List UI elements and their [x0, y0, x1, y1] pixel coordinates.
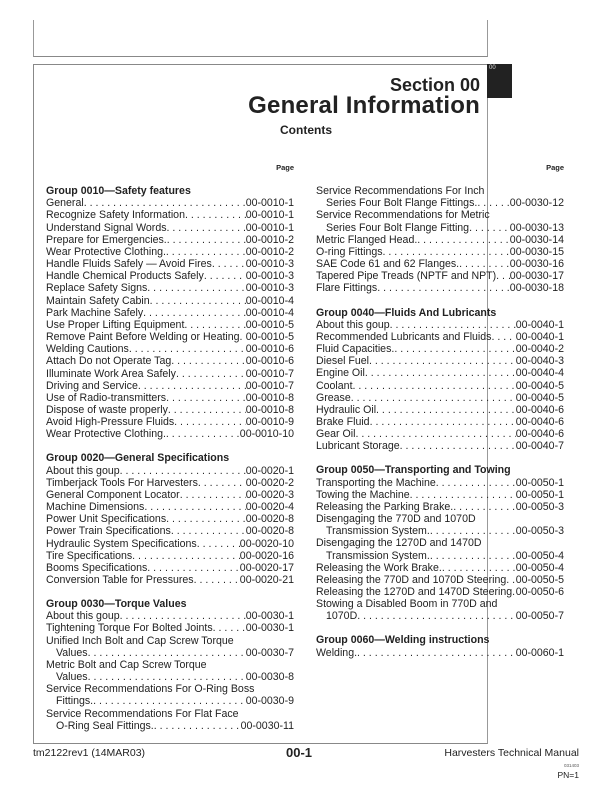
toc-entry-label[interactable]: Welding Cautions	[46, 343, 129, 356]
toc-entry-page[interactable]: 00-0030-1	[245, 610, 294, 623]
toc-entry-label-line1[interactable]: Service Recommendations for Metric	[316, 209, 490, 222]
toc-entry[interactable]	[316, 270, 564, 282]
toc-entry-label[interactable]: Timberjack Tools For Harvesters	[46, 476, 198, 489]
dot-leader	[400, 440, 516, 452]
toc-entry-page[interactable]: 00-0030-9	[245, 695, 294, 708]
toc-entry-page[interactable]: 00-0050-3	[515, 525, 564, 538]
toc-entry[interactable]	[316, 331, 564, 343]
dot-leader	[365, 367, 516, 379]
toc-entry-label[interactable]: Use Proper Lifting Equipment	[46, 318, 185, 331]
toc-entry[interactable]	[46, 404, 294, 416]
toc-entry-page[interactable]: 00-0050-1	[515, 488, 564, 501]
page-title: General Information	[248, 92, 480, 119]
dot-leader	[390, 319, 516, 331]
toc-entry-page[interactable]: 00-0020-1	[245, 464, 294, 477]
toc-entry[interactable]	[46, 538, 294, 550]
toc-entry[interactable]	[46, 720, 294, 732]
footer-pn: PN=1	[557, 770, 579, 780]
toc-entry[interactable]	[46, 574, 294, 586]
toc-entry[interactable]	[46, 282, 294, 294]
toc-entry[interactable]	[46, 355, 294, 367]
dot-leader	[88, 671, 246, 683]
toc-entry-page[interactable]: 00-0030-14	[509, 233, 564, 246]
toc-entry-page[interactable]: 00-0020-10	[239, 537, 294, 550]
toc-entry-page[interactable]: 00-0010-3	[245, 258, 294, 271]
dot-leader	[394, 343, 515, 355]
toc-entry-label[interactable]: O-Ring Seal Fittings.	[56, 719, 154, 732]
toc-entry[interactable]	[316, 246, 564, 258]
toc-entry-page[interactable]: 00-0010-5	[245, 331, 294, 344]
toc-entry-label[interactable]: Conversion Table for Pressures	[46, 574, 194, 586]
toc-entry-page[interactable]: 00-0040-1	[515, 318, 564, 331]
toc-entry-page[interactable]: 00-0010-3	[245, 282, 294, 295]
toc-group	[316, 464, 564, 622]
toc-entry[interactable]	[316, 562, 564, 574]
dot-leader	[469, 222, 510, 234]
dot-leader	[185, 209, 246, 221]
dot-leader	[174, 416, 246, 428]
dot-leader	[417, 234, 510, 246]
toc-entry-page[interactable]: 00-0060-1	[515, 646, 564, 659]
dot-leader	[212, 258, 246, 270]
dot-leader	[442, 562, 516, 574]
dot-leader	[171, 525, 246, 537]
dot-leader	[166, 246, 246, 258]
toc-entry-label[interactable]: Driving and Service	[46, 379, 138, 392]
toc-entry-page[interactable]: 00-0050-1	[515, 476, 564, 489]
toc-entry-label[interactable]: Tapered Pipe Treads (NPTF and NPT)	[316, 270, 497, 283]
toc-entry[interactable]	[316, 489, 564, 501]
toc-entry[interactable]	[46, 222, 294, 234]
section-label: Section 00	[389, 75, 480, 95]
toc-entry[interactable]	[46, 343, 294, 355]
toc-entry-page[interactable]: 00-0010-4	[245, 294, 294, 307]
toc-entry-page[interactable]: 00-0040-2	[515, 343, 564, 356]
toc-entry-page[interactable]: 00-0030-18	[509, 282, 564, 295]
toc-entry-label[interactable]: Grease	[316, 391, 351, 404]
toc-entry[interactable]	[316, 355, 564, 367]
dot-leader	[150, 295, 246, 307]
toc-entry-page[interactable]: 00-0050-4	[515, 549, 564, 562]
toc-entry-page[interactable]: 00-0030-17	[509, 270, 564, 283]
toc-group-title: Group 0040—Fluids And Lubricants	[316, 306, 497, 319]
toc-entry-page[interactable]: 00-0020-8	[245, 525, 294, 538]
toc-entry-label[interactable]: Wear Protective Clothing.	[46, 428, 166, 441]
toc-entry[interactable]	[316, 550, 564, 562]
dot-leader	[436, 477, 516, 489]
toc-entry[interactable]	[46, 647, 294, 659]
dot-leader	[369, 355, 516, 367]
toc-entry-label[interactable]: Values	[56, 671, 88, 684]
toc-entry[interactable]	[46, 465, 294, 477]
dot-leader	[88, 647, 246, 659]
toc-entry-label[interactable]: Towing the Machine	[316, 488, 410, 501]
toc-entry[interactable]	[316, 574, 564, 586]
toc-entry-label[interactable]: Transmission System.	[326, 549, 430, 562]
dot-leader	[138, 380, 246, 392]
section-tab	[487, 64, 512, 98]
toc-group-title: Group 0020—General Specifications	[46, 452, 230, 465]
toc-entry[interactable]	[316, 610, 564, 622]
toc-entry-label[interactable]: Illuminate Work Area Safely	[46, 367, 176, 380]
toc-entry-label[interactable]: General	[46, 197, 84, 210]
toc-entry-page[interactable]: 00-0020-8	[245, 513, 294, 526]
toc-entry-page[interactable]: 00-0040-3	[515, 355, 564, 368]
dot-leader	[184, 319, 245, 331]
toc-entry[interactable]	[316, 319, 564, 331]
toc-entry-label[interactable]: Maintain Safety Cabin	[46, 294, 150, 307]
toc-entry-page[interactable]: 00-0020-17	[239, 561, 294, 574]
dot-leader	[459, 258, 510, 270]
toc-entry[interactable]	[46, 501, 294, 513]
toc-entry[interactable]	[46, 489, 294, 501]
toc-entry-page[interactable]: 00-0050-6	[515, 586, 564, 598]
toc-entry[interactable]	[46, 331, 294, 343]
toc-entry[interactable]	[316, 440, 564, 452]
toc-entry-label[interactable]: O-ring Fittings	[316, 245, 383, 258]
toc-entry[interactable]	[316, 404, 564, 416]
toc-entry[interactable]	[316, 392, 564, 404]
dot-leader	[120, 610, 246, 622]
toc-entry-label[interactable]: Park Machine Safely	[46, 306, 144, 319]
toc-entry-label[interactable]: Power Unit Specifications	[46, 513, 167, 526]
toc-entry-label-line1[interactable]: Service Recommendations For Flat Face	[46, 707, 239, 720]
toc-entry-label[interactable]: Welding.	[316, 646, 358, 659]
toc-entry-label[interactable]: Replace Safety Signs	[46, 282, 148, 295]
toc-entry-page[interactable]: 00-0010-6	[245, 343, 294, 356]
dot-leader	[357, 647, 516, 659]
toc-entry-page[interactable]: 00-0030-7	[245, 646, 294, 659]
toc-entry-page[interactable]: 00-0010-1	[245, 197, 294, 210]
toc-entry-label[interactable]: Dispose of waste properly	[46, 403, 168, 416]
toc-entry[interactable]	[316, 501, 564, 513]
toc-entry-label[interactable]: Series Four Bolt Flange Fittings.	[326, 197, 478, 210]
toc-entry[interactable]	[46, 307, 294, 319]
dot-leader	[430, 550, 516, 562]
toc-entry[interactable]	[46, 246, 294, 258]
toc-entry[interactable]	[46, 368, 294, 380]
toc-entry-page[interactable]: 00-0040-7	[515, 440, 564, 453]
toc-entry-page[interactable]: 00-0030-12	[509, 197, 564, 210]
dot-leader	[410, 489, 516, 501]
toc-entry[interactable]	[46, 380, 294, 392]
toc-entry[interactable]	[46, 671, 294, 683]
toc-entry-label[interactable]: Metric Flanged Head.	[316, 233, 418, 246]
toc-entry-label[interactable]: About this goup	[316, 318, 390, 331]
toc-entry-label[interactable]: Power Train Specifications	[46, 525, 171, 538]
toc-entry-page[interactable]: 00-0010-7	[245, 367, 294, 380]
toc-entry-page[interactable]: 00-0010-1	[245, 221, 294, 234]
toc-entry[interactable]	[316, 647, 564, 659]
toc-entry-page[interactable]: 00-0010-1	[245, 209, 294, 222]
dot-leader	[180, 489, 246, 501]
toc-entry[interactable]	[316, 586, 564, 598]
toc-group-title: Group 0010—Safety features	[46, 185, 191, 198]
dot-leader	[120, 465, 246, 477]
contents-heading: Contents	[280, 123, 332, 137]
toc-entry[interactable]	[316, 477, 564, 489]
toc-entry[interactable]	[316, 367, 564, 379]
toc-entry-page[interactable]: 00-0010-5	[245, 318, 294, 331]
dot-leader	[430, 525, 516, 537]
toc-entry[interactable]	[316, 197, 564, 209]
toc-entry-page[interactable]: 00-0010-6	[245, 355, 294, 368]
toc-entry-page[interactable]: 00-0010-2	[245, 233, 294, 246]
toc-entry-label[interactable]: About this goup	[46, 464, 120, 477]
toc-group	[316, 307, 564, 453]
toc-entry[interactable]	[46, 319, 294, 331]
toc-entry-label[interactable]: Use of Radio-transmitters	[46, 391, 167, 404]
toc-entry-page[interactable]: 00-0030-11	[240, 719, 294, 732]
toc-entry-page[interactable]: 00-0050-3	[515, 500, 564, 513]
dot-leader	[166, 392, 246, 404]
toc-entry[interactable]	[316, 282, 564, 294]
toc-entry-label[interactable]: Releasing the Work Brake.	[316, 561, 442, 574]
toc-entry-label[interactable]: Lubricant Storage	[316, 440, 400, 453]
toc-entry-page[interactable]: 00-0030-13	[509, 221, 564, 234]
toc-entry-label[interactable]: Recommended Lubricants and Fluids	[316, 330, 492, 343]
toc-entry-page[interactable]: 00-0040-4	[515, 367, 564, 380]
toc-entry-label[interactable]: Coolant	[316, 379, 353, 392]
toc-entry-page[interactable]: 00-0040-1	[515, 330, 564, 343]
toc-entry-label[interactable]: Releasing the 770D and 1070D Steering	[316, 573, 507, 586]
toc-entry-page[interactable]: 00-0030-8	[245, 671, 294, 684]
toc-entry-label[interactable]: Series Four Bolt Flange Fitting	[326, 221, 470, 234]
dot-leader	[154, 720, 241, 732]
previous-page-frame	[33, 20, 488, 57]
toc-group	[316, 185, 564, 294]
toc-group-title: Group 0060—Welding instructions	[316, 634, 490, 647]
toc-entry-page[interactable]: 00-0040-5	[515, 379, 564, 392]
toc-entry-label-line1[interactable]: Disengaging the 1270D and 1470D	[316, 537, 482, 550]
toc-entry[interactable]	[46, 416, 294, 428]
toc-entry[interactable]	[316, 258, 564, 270]
toc-entry[interactable]	[46, 562, 294, 574]
dot-leader	[370, 416, 516, 428]
dot-leader	[166, 513, 246, 525]
toc-entry-page[interactable]: 00-0030-1	[245, 622, 294, 635]
dot-leader	[197, 538, 240, 550]
dot-leader	[204, 270, 246, 282]
footer-manual-title: Harvesters Technical Manual	[444, 747, 579, 759]
dot-leader	[167, 222, 246, 234]
toc-entry[interactable]	[316, 428, 564, 440]
toc-entry-label[interactable]: Gear Oil	[316, 428, 356, 441]
toc-entry-page[interactable]: 00-0020-16	[239, 549, 294, 562]
toc-entry-label[interactable]: Handle Chemical Products Safely	[46, 270, 204, 283]
toc-entry-page[interactable]: 00-0050-7	[515, 610, 564, 623]
toc-entry-label[interactable]: Tire Specifications	[46, 549, 133, 562]
toc-entry[interactable]	[46, 258, 294, 270]
dot-leader	[491, 331, 515, 343]
toc-entry-page[interactable]: 00-0010-9	[245, 416, 294, 429]
toc-entry-label[interactable]: Understand Signal Words	[46, 221, 167, 234]
toc-entry-page[interactable]: 00-0010-2	[245, 245, 294, 258]
dot-leader	[147, 562, 240, 574]
toc-entry[interactable]	[46, 234, 294, 246]
toc-entry-label-line1[interactable]: Disengaging the 770D and 1070D	[316, 513, 476, 526]
toc-entry-page[interactable]: 00-0040-6	[515, 428, 564, 441]
footer-page-number: 00-1	[286, 745, 313, 760]
dot-leader	[453, 501, 515, 513]
toc-column-left	[46, 162, 294, 744]
toc-entry[interactable]	[46, 610, 294, 622]
dot-leader	[376, 404, 516, 416]
toc-column-right	[316, 162, 564, 671]
section-tab-label: 00	[489, 65, 496, 71]
toc-entry[interactable]	[46, 428, 294, 440]
toc-group-title: Group 0030—Torque Values	[46, 598, 187, 611]
toc-entry[interactable]	[46, 477, 294, 489]
dot-leader	[496, 270, 510, 282]
toc-entry-label-line1[interactable]: Metric Bolt and Cap Screw Torque	[46, 658, 207, 671]
toc-group	[46, 598, 294, 732]
toc-entry-label[interactable]: Fluid Capacities.	[316, 343, 395, 356]
toc-entry-label[interactable]: Transmission System.	[326, 525, 430, 538]
footer-doc-id: tm2122rev1 (14MAR03)	[33, 747, 146, 759]
toc-entry-label[interactable]: About this goup	[46, 610, 120, 623]
page-column-header: Page	[546, 163, 564, 172]
toc-entry-label-line1[interactable]: Stowing a Disabled Boom in 770D and	[316, 598, 498, 611]
toc-entry[interactable]	[46, 525, 294, 537]
toc-entry-page[interactable]: 00-0010-3	[245, 270, 294, 283]
toc-entry-label[interactable]: Hydraulic Oil	[316, 403, 377, 416]
toc-entry-label[interactable]: General Component Locator	[46, 488, 180, 501]
page-column-header: Page	[276, 163, 294, 172]
toc-entry[interactable]	[46, 550, 294, 562]
dot-leader	[355, 428, 515, 440]
toc-entry-page[interactable]: 00-0020-2	[245, 476, 294, 489]
toc-entry-label[interactable]: Flare Fittings	[316, 282, 378, 295]
toc-entry-label-line1[interactable]: Service Recommendations For Inch	[316, 185, 485, 198]
toc-entry[interactable]	[46, 295, 294, 307]
dot-leader	[93, 695, 246, 707]
dot-leader	[171, 355, 245, 367]
footer-date-code: 031403	[563, 763, 579, 768]
toc-entry-label-line1[interactable]: Service Recommendations For O-Ring Boss	[46, 683, 255, 696]
toc-entry-label[interactable]: Prepare for Emergencies.	[46, 233, 167, 246]
toc-entry-label[interactable]: Handle Fluids Safely — Avoid Fires	[46, 258, 212, 271]
toc-entry-page[interactable]: 00-0030-16	[509, 258, 564, 271]
toc-entry[interactable]	[46, 270, 294, 282]
toc-entry-page[interactable]: 00-0040-6	[515, 403, 564, 416]
dot-leader	[351, 392, 516, 404]
toc-group	[316, 634, 564, 658]
toc-entry-page[interactable]: 00-0030-15	[509, 245, 564, 258]
toc-entry-page[interactable]: 00-0040-6	[515, 415, 564, 428]
dot-leader	[84, 197, 246, 209]
toc-entry-page[interactable]: 00-0020-3	[245, 488, 294, 501]
toc-entry-page[interactable]: 00-0010-8	[245, 391, 294, 404]
dot-leader	[143, 307, 246, 319]
toc-entry-label[interactable]: Values	[56, 646, 88, 659]
dot-leader	[506, 574, 515, 586]
dot-leader	[168, 404, 246, 416]
toc-entry-page[interactable]: 00-0010-4	[245, 306, 294, 319]
toc-entry-page[interactable]: 00-0040-5	[515, 391, 564, 404]
dot-leader	[357, 610, 515, 622]
toc-entry[interactable]	[46, 513, 294, 525]
toc-entry[interactable]	[46, 209, 294, 221]
dot-leader	[167, 234, 246, 246]
toc-entry[interactable]	[46, 392, 294, 404]
toc-entry-label-line1[interactable]: Unified Inch Bolt and Cap Screw Torque	[46, 634, 234, 647]
toc-entry[interactable]	[316, 343, 564, 355]
toc-entry-page[interactable]: 00-0010-10	[239, 428, 294, 441]
dot-leader	[147, 282, 245, 294]
toc-entry-label[interactable]: Transporting the Machine	[316, 476, 436, 489]
toc-entry-label[interactable]: Diesel Fuel	[316, 355, 369, 368]
toc-group	[46, 452, 294, 586]
toc-entry[interactable]	[316, 525, 564, 537]
toc-entry[interactable]	[316, 234, 564, 246]
dot-leader	[194, 574, 240, 586]
toc-entry-label[interactable]: Wear Protective Clothing.	[46, 245, 166, 258]
toc-entry-label[interactable]: Machine Dimensions	[46, 501, 145, 514]
toc-entry-label[interactable]: Releasing the 1270D and 1470D Steering	[316, 586, 513, 598]
toc-entry-label[interactable]: Avoid High-Pressure Fluids	[46, 416, 175, 429]
toc-entry-label[interactable]: Fittings.	[56, 695, 94, 708]
toc-entry[interactable]	[316, 380, 564, 392]
toc-entry-page[interactable]: 00-0020-4	[245, 501, 294, 514]
toc-entry-page[interactable]: 00-0020-21	[239, 574, 294, 586]
toc-entry-label[interactable]: 1070D	[326, 610, 358, 623]
toc-entry-label[interactable]: Attach Do not Operate Tag	[46, 355, 172, 368]
toc-entry[interactable]	[46, 622, 294, 634]
dot-leader	[213, 622, 246, 634]
toc-entry-page[interactable]: 00-0050-5	[515, 573, 564, 586]
toc-entry[interactable]	[46, 695, 294, 707]
dot-leader	[166, 428, 240, 440]
toc-entry-page[interactable]: 00-0010-8	[245, 403, 294, 416]
toc-group-title: Group 0050—Transporting and Towing	[316, 464, 511, 477]
toc-entry-label[interactable]: Remove Paint Before Welding or Heating	[46, 331, 240, 344]
toc-entry-label[interactable]: Booms Specifications	[46, 561, 148, 574]
toc-entry-label[interactable]: Tightening Torque For Bolted Joints	[46, 622, 213, 635]
toc-entry[interactable]	[316, 416, 564, 428]
dot-leader	[198, 477, 246, 489]
toc-entry-page[interactable]: 00-0050-4	[515, 561, 564, 574]
toc-group	[46, 185, 294, 440]
toc-entry-label[interactable]: Recognize Safety Information	[46, 209, 185, 222]
dot-leader	[132, 550, 240, 562]
dot-leader	[477, 197, 509, 209]
toc-entry-label[interactable]: Brake Fluid	[316, 415, 370, 428]
toc-entry-label[interactable]: Releasing the Parking Brake.	[316, 500, 454, 513]
toc-entry-page[interactable]: 00-0010-7	[245, 379, 294, 392]
toc-entry[interactable]	[316, 222, 564, 234]
dot-leader	[129, 343, 246, 355]
toc-entry-label[interactable]: Hydraulic System Specifications	[46, 537, 197, 550]
dot-leader	[383, 246, 510, 258]
toc-entry-label[interactable]: SAE Code 61 and 62 Flanges.	[316, 258, 460, 271]
toc-entry[interactable]	[46, 197, 294, 209]
dot-leader	[176, 368, 246, 380]
dot-leader	[377, 282, 510, 294]
dot-leader	[353, 380, 516, 392]
dot-leader	[144, 501, 245, 513]
toc-entry-label[interactable]: Engine Oil	[316, 367, 365, 380]
